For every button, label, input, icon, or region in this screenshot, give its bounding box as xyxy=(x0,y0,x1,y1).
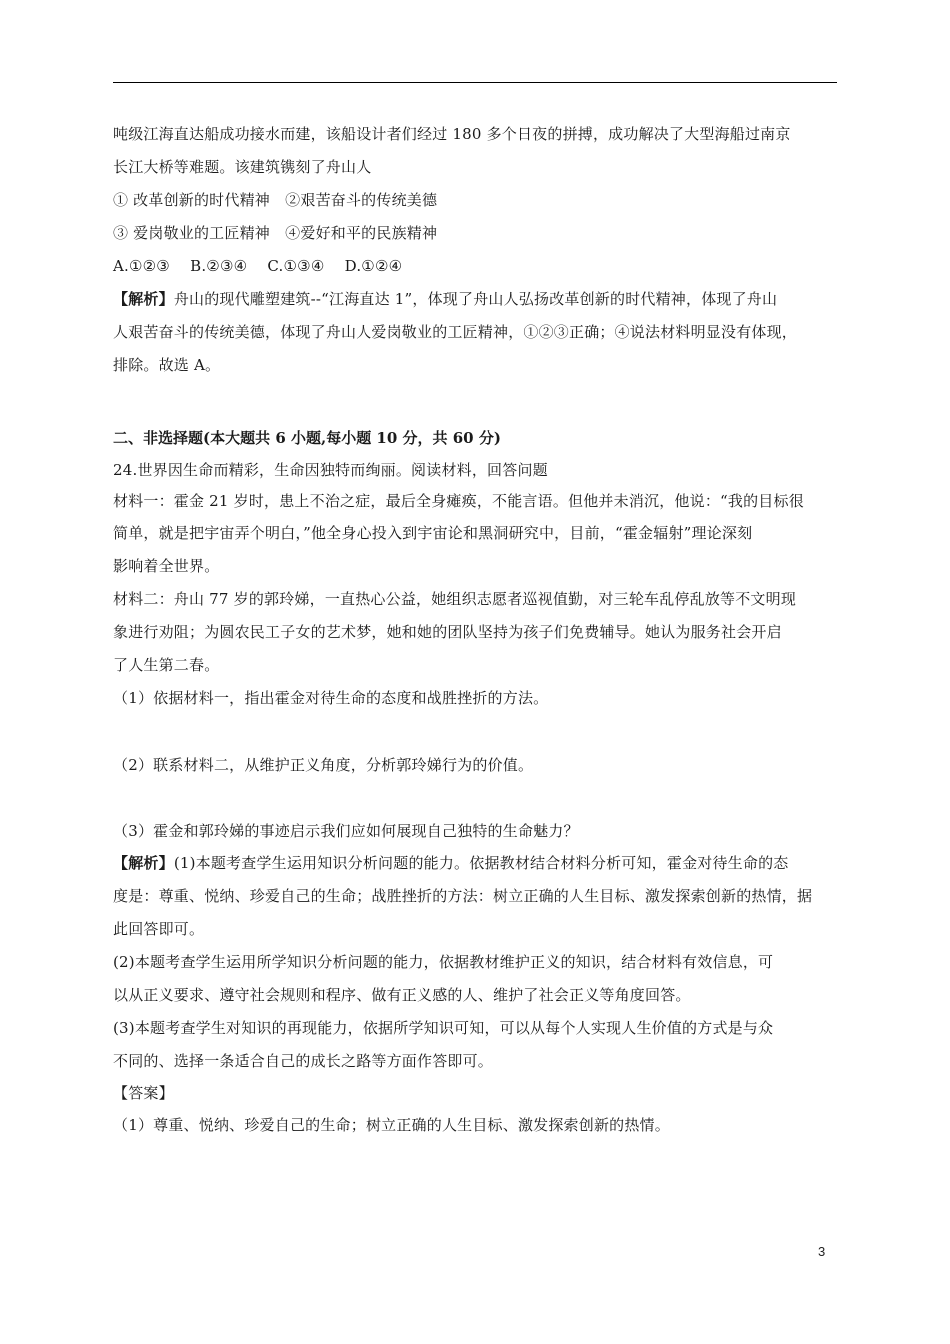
q23-text-line: 长江大桥等难题。该建筑镌刻了舟山人 xyxy=(113,158,372,176)
spacer xyxy=(113,715,841,749)
q24-analysis-line: 此回答即可。 xyxy=(113,920,205,938)
spacer xyxy=(113,782,841,816)
analysis-text: 舟山的现代雕塑建筑--“江海直达 1”，体现了舟山人弘扬改革创新的时代精神，体现了舟山 xyxy=(173,290,778,308)
q24-analysis-line: (2)本题考查学生运用所学知识分析问题的能力，依据教材维护正义的知识，结合材料有效信息，可 xyxy=(113,953,774,971)
page-content xyxy=(113,118,841,1142)
material1-line: 简单，就是把宇宙弄个明白，”他全身心投入到宇宙论和黑洞研究中，目前，“霍金辐射”理论深刻 xyxy=(113,524,753,542)
q23-text-line: 吨级江海直达船成功接水而建，该船设计者们经过 180 多个日夜的拼搏，成功解决了大型海船过南京 xyxy=(113,125,791,143)
material2-line: 了人生第二春。 xyxy=(113,656,220,674)
q24-analysis-line: (3)本题考查学生对知识的再现能力，依据所学知识可知，可以从每个人实现人生价值的方式是与众 xyxy=(113,1019,774,1037)
sub-question-2: （2）联系材料二，从维护正义角度，分析郭玲娣行为的价值。 xyxy=(113,756,534,774)
material2-line: 材料二：舟山 77 岁的郭玲娣，一直热心公益，她组织志愿者巡视值勤，对三轮车乱停乱放等不文明现 xyxy=(113,590,797,608)
q24-analysis-line: 度是：尊重、悦纳、珍爱自己的生命；战胜挫折的方法：树立正确的人生目标、激发探索创新的热情，据 xyxy=(113,887,813,905)
q23-choices: A.①②③ B.②③④ C.①③④ D.①②④ xyxy=(113,257,403,275)
q23-option-line: ③ 爱岗敬业的工匠精神 ④爱好和平的民族精神 xyxy=(113,224,438,242)
material1-line: 影响着全世界。 xyxy=(113,557,220,575)
material2-line: 象进行劝阻；为圆农民工子女的艺术梦，她和她的团队坚持为孩子们免费辅导。她认为服务社会开启 xyxy=(113,623,782,641)
analysis-label: 【解析】 xyxy=(113,854,174,872)
analysis-label: 【解析】 xyxy=(113,290,174,308)
q24-analysis-line: 不同的、选择一条适合自己的成长之路等方面作答即可。 xyxy=(113,1052,494,1070)
sub-question-1: （1）依据材料一，指出霍金对待生命的态度和战胜挫折的方法。 xyxy=(113,689,549,707)
q23-option-line: ① 改革创新的时代精神 ②艰苦奋斗的传统美德 xyxy=(113,191,438,209)
q23-analysis-line: 人艰苦奋斗的传统美德，体现了舟山人爱岗敬业的工匠精神，①②③正确；④说法材料明显没有体现， xyxy=(113,323,798,341)
q23-analysis-line xyxy=(113,283,841,316)
analysis-text: (1)本题考查学生运用知识分析问题的能力。依据教材结合材料分析可知，霍金对待生命的态 xyxy=(173,854,789,872)
q24-analysis-line xyxy=(113,847,841,880)
q24-analysis-line: 以从正义要求、遵守社会规则和程序、做有正义感的人、维护了社会正义等角度回答。 xyxy=(113,986,691,1004)
header-rule xyxy=(113,82,837,83)
q23-analysis-line: 排除。故选 A。 xyxy=(113,356,221,374)
spacer xyxy=(113,382,841,422)
material1-line: 材料一：霍金 21 岁时，患上不治之症，最后全身瘫痪，不能言语。但他并未消沉，他说：“我的目标很 xyxy=(113,492,804,510)
answer-line: （1）尊重、悦纳、珍爱自己的生命；树立正确的人生目标、激发探索创新的热情。 xyxy=(113,1116,670,1134)
answer-label: 【答案】 xyxy=(113,1084,174,1102)
page-number: 3 xyxy=(818,1244,826,1259)
section-title: 二、非选择题(本大题共 6 小题,每小题 10 分，共 60 分) xyxy=(113,429,501,447)
q24-stem: 24.世界因生命而精彩，生命因独特而绚丽。阅读材料，回答问题 xyxy=(113,461,548,479)
sub-question-3: （3）霍金和郭玲娣的事迹启示我们应如何展现自己独特的生命魅力？ xyxy=(113,822,579,840)
